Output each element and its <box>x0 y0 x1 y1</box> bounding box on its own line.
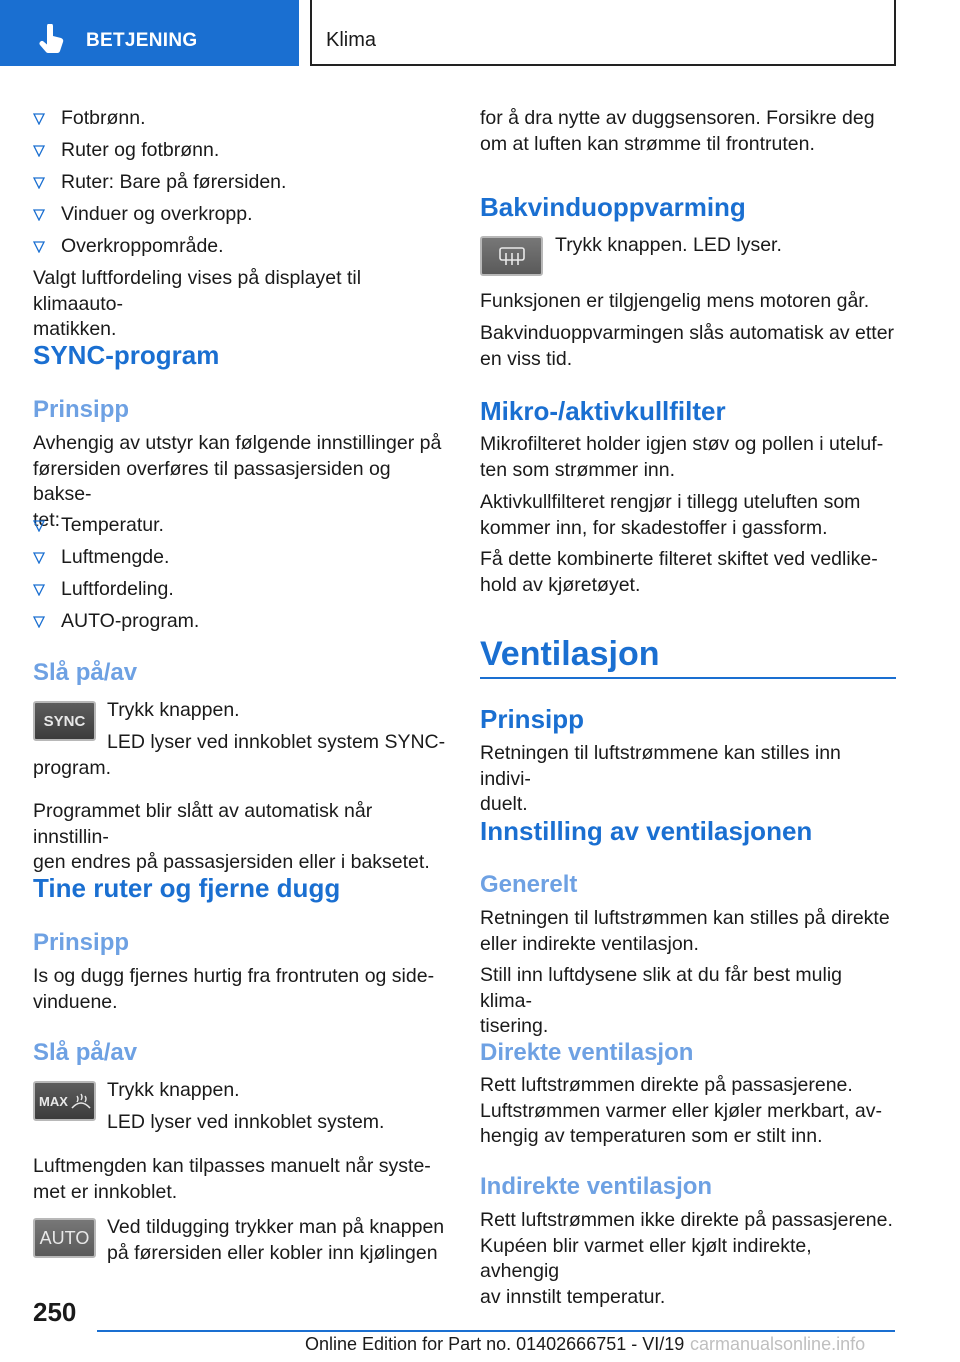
heading-on-off: Slå på/av <box>33 1039 138 1066</box>
paragraph: Funksjonen er tilgjengelig mens motoren går. <box>480 290 870 312</box>
paragraph: Valgt luftfordeling vises på displayet til klimaauto- matikken. <box>33 267 362 340</box>
section-tab <box>0 0 299 66</box>
heading-on-off: Slå på/av <box>33 659 138 686</box>
heading-micro-filter: Mikro-/aktivkullfilter <box>480 396 726 426</box>
heading-direct-ventilation: Direkte ventilasjon <box>480 1039 694 1066</box>
triangle-bullet-icon <box>33 520 45 532</box>
heading-principle: Prinsipp <box>33 396 130 423</box>
pointing-hand-icon <box>38 24 66 54</box>
paragraph: Mikrofilteret holder igjen støv og pollen i uteluf- ten som strømmer inn. <box>480 433 884 481</box>
paragraph: Trykk knappen. <box>107 1079 240 1101</box>
paragraph: Trykk knappen. LED lyser. <box>555 234 782 256</box>
paragraph: Få dette kombinerte filteret skiftet ved vedlike- hold av kjøretøyet. <box>480 548 878 596</box>
heading-ventilation-setting: Innstilling av ventilasjonen <box>480 816 813 846</box>
paragraph: Retningen til luftstrømmen kan stilles på direkte eller indirekte ventilasjon. <box>480 907 890 955</box>
heading-principle: Prinsipp <box>33 929 130 956</box>
watermark: carmanualsonline.info <box>690 1334 866 1354</box>
triangle-bullet-icon <box>33 177 45 189</box>
paragraph: Rett luftstrømmen direkte på passasjerene. Luftstrømmen varmer eller kjøler merkbart, av- hengig av temperaturen som er stilt inn. <box>480 1074 882 1147</box>
triangle-bullet-icon <box>33 209 45 221</box>
heading-defrost: Tine ruter og fjerne dugg <box>33 873 341 903</box>
paragraph: Retningen til luftstrømmene kan stilles inn indivi- duelt. <box>480 742 841 815</box>
paragraph: Programmet blir slått av automatisk når innstillin- gen endres på passasjersiden eller i baksetet. <box>33 800 430 873</box>
paragraph: Trykk knappen. <box>107 699 240 721</box>
page-number: 250 <box>33 1297 77 1327</box>
heading-principle: Prinsipp <box>480 704 585 734</box>
paragraph: Is og dugg fjernes hurtig fra frontruten og side- vinduene. <box>33 965 435 1013</box>
section-divider <box>480 677 896 679</box>
triangle-bullet-icon <box>33 616 45 628</box>
rear-defrost-icon <box>497 245 527 267</box>
paragraph: Avhengig av utstyr kan følgende innstillinger på førersiden overføres til passasjersiden og bakse- tet: <box>33 432 442 531</box>
heading-rear-window-heating: Bakvinduoppvarming <box>480 192 746 222</box>
topic-box <box>310 0 896 66</box>
paragraph: Still inn luftdysene slik at du får best mulig klima- tisering. <box>480 964 843 1037</box>
paragraph: Aktivkullfilteret rengjør i tillegg uteluften som kommer inn, for skadestoffer i gassform. <box>480 491 861 539</box>
paragraph: LED lyser ved innkoblet system. <box>107 1111 385 1133</box>
triangle-bullet-icon <box>33 584 45 596</box>
sync-button-image: SYNC <box>33 701 96 741</box>
defrost-icon <box>70 1092 92 1110</box>
heading-general: Generelt <box>480 871 578 898</box>
topic-label: Klima <box>326 29 377 51</box>
heading-indirect-ventilation: Indirekte ventilasjon <box>480 1173 713 1200</box>
paragraph: Bakvinduoppvarmingen slås automatisk av etter en viss tid. <box>480 322 895 370</box>
heading-sync-program: SYNC-program <box>33 340 220 370</box>
paragraph: for å dra nytte av duggsensoren. Forsikre deg om at luften kan strømme til frontruten. <box>480 107 875 155</box>
paragraph: Ved tildugging trykker man på knappen på førersiden eller kobler inn kjølingen <box>107 1216 445 1264</box>
max-defrost-button-image: MAX <box>33 1081 96 1121</box>
triangle-bullet-icon <box>33 113 45 125</box>
triangle-bullet-icon <box>33 241 45 253</box>
triangle-bullet-icon <box>33 145 45 157</box>
rear-window-heating-button-image <box>480 236 543 276</box>
heading-ventilation: Ventilasjon <box>480 635 660 673</box>
edition-note: Online Edition for Part no. 01402666751 - VI/19 <box>305 1334 685 1354</box>
section-label: BETJENING <box>86 30 198 51</box>
paragraph: Rett luftstrømmen ikke direkte på passasjerene. Kupéen blir varmet eller kjølt indirekte, avhengig av innstilt temperatur. <box>480 1209 893 1308</box>
paragraph: Luftmengden kan tilpasses manuelt når syste- met er innkoblet. <box>33 1155 431 1203</box>
paragraph: LED lyser ved innkoblet system SYNC- program. <box>33 731 446 779</box>
footer-divider <box>97 1330 895 1332</box>
triangle-bullet-icon <box>33 552 45 564</box>
auto-button-image: AUTO <box>33 1218 96 1258</box>
